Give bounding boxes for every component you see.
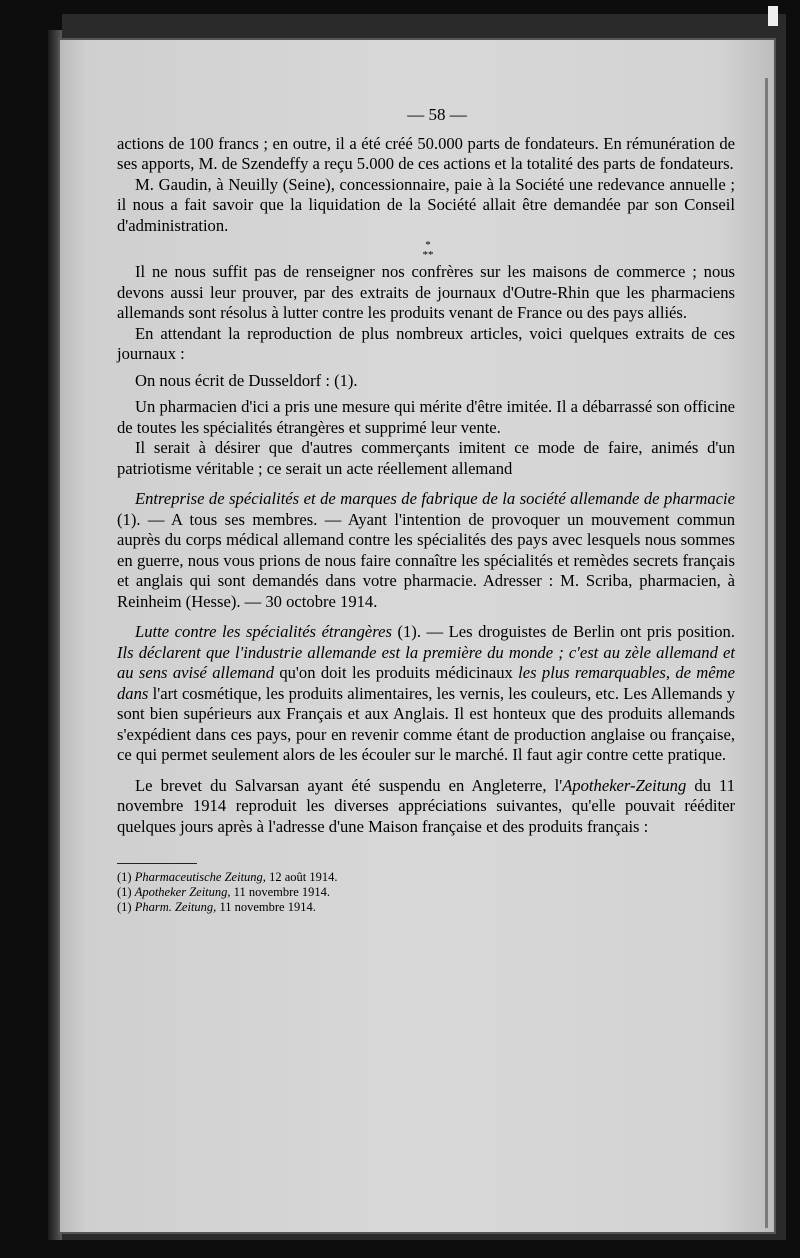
asterism-top: *: [425, 239, 431, 251]
salvarsan-text-a: Le brevet du Salvarsan ayant été suspendu en Angleterre, l': [135, 775, 563, 795]
paragraph-entreprise: [117, 489, 735, 612]
paragraph-shares: actions de 100 francs ; en outre, il a été créé 50.000 parts de fondateurs. En rémunération de ses apports, M. de Szendeffy a reçu 5.000 de ces actions et la totalité des parts de fondateurs.: [117, 133, 735, 173]
paragraph-commercants: Il serait à désirer que d'autres commerçants imitent ce mode de faire, animés d'un patriotisme véritable ; ce serait un acte réellement allemand: [117, 438, 735, 478]
footnote-date: 11 novembre 1914.: [230, 885, 331, 899]
lutte-title: Lutte contre les spécialités étrangères: [135, 622, 392, 641]
footnote-source: Pharmaceutische Zeitung,: [134, 870, 266, 884]
salvarsan-text-b: du 11 novembre 1914 reproduit les diverses appréciations suivantes, qu'elle pouvait rééditer quelques jours après à l'adresse d'une Maison française et des produits français :: [117, 775, 735, 836]
footnote-2: [117, 885, 735, 900]
footnote-1: [117, 870, 735, 885]
footnote-number: (1): [117, 870, 132, 884]
paragraph-extracts-intro: En attendant la reproduction de plus nombreux articles, voici quelques extraits de ces journaux :: [117, 323, 735, 363]
lutte-text-b: qu'on doit les produits médicinaux: [274, 663, 519, 682]
footnote-date: 12 août 1914.: [265, 870, 338, 884]
entreprise-title: Entreprise de spécialités et de marques de fabrique de la société allemande de pharmacie: [135, 489, 735, 508]
lutte-text-c: l'art cosmétique, les produits alimentaires, les vernis, les couleurs, etc. Les Allemands y sont bien supérieurs aux Français et aux Anglais. Il est honteux que des produits allemands s'expédient dans ces pays, pour en revenir comme étant de production anglaise ou française, ce qui permet seulement alors de les écouler sur le marché. Il faut agir contre cette pratique.: [117, 683, 735, 764]
corner-tab: [768, 6, 778, 26]
paragraph-pharmacien: Un pharmacien d'ici a pris une mesure qui mérite d'être imitée. Il a débarrassé son officine de toutes les spécialités étrangères et supprimé leur vente.: [117, 397, 735, 437]
paragraph-dusseldorf: On nous écrit de Dusseldorf : (1).: [135, 370, 358, 390]
footnote-date: 11 novembre 1914.: [216, 900, 316, 914]
page-body: [117, 105, 735, 915]
asterism-bottom: **: [422, 249, 434, 261]
page-edge: [765, 78, 768, 1228]
footnote-number: (1): [117, 900, 132, 914]
footnote-number: (1): [117, 885, 132, 899]
paragraph-confreres: Il ne nous suffit pas de renseigner nos confrères sur les maisons de commerce ; nous devons aussi leur prouver, par des extraits de journaux d'Outre-Rhin que les pharmaciens allemands sont résolus à lutter contre les produits venant de France ou des pays alliés.: [117, 262, 735, 322]
footnote-source: Pharm. Zeitung,: [134, 900, 217, 914]
lutte-italic-2: Ils déclarent que l'industrie allemande est la première du monde ; c'est au zèle allemand et au sens avisé allemand: [117, 642, 735, 682]
paragraph-lutte: [117, 622, 735, 766]
paragraph-salvarsan: [117, 776, 735, 838]
entreprise-text: (1). — A tous ses membres. — Ayant l'intention de provoquer un mouvement commun auprès du corps médical allemand contre les spécialités des pays avec lesquels nous sommes en guerre, nous vous prions de nous faire connaître les spécialités et remèdes secrets français et anglais qui sont demandés dans votre pharmacie. Adresser : M. Scriba, pharmacien, à Reinheim (Hesse). — 30 octobre 1914.: [117, 509, 735, 611]
page-number: — 58 —: [407, 105, 467, 124]
footnote-3: [117, 900, 735, 915]
salvarsan-journal: Apotheker-Zeitung: [562, 775, 687, 795]
lutte-italic-3: les plus remarquables, de même dans: [117, 663, 735, 703]
footnote-source: Apotheker Zeitung,: [134, 885, 231, 899]
footnote-rule: [117, 863, 197, 864]
asterism: [117, 240, 735, 262]
footnotes: [117, 870, 735, 915]
paragraph-gaudin: M. Gaudin, à Neuilly (Seine), concessionnaire, paie à la Société une redevance annuelle ; il nous a fait savoir que la liquidation de la Société allait être demandée par son Conseil d'administration.: [117, 174, 735, 235]
lutte-text-a: (1). — Les droguistes de Berlin ont pris position.: [391, 622, 735, 641]
